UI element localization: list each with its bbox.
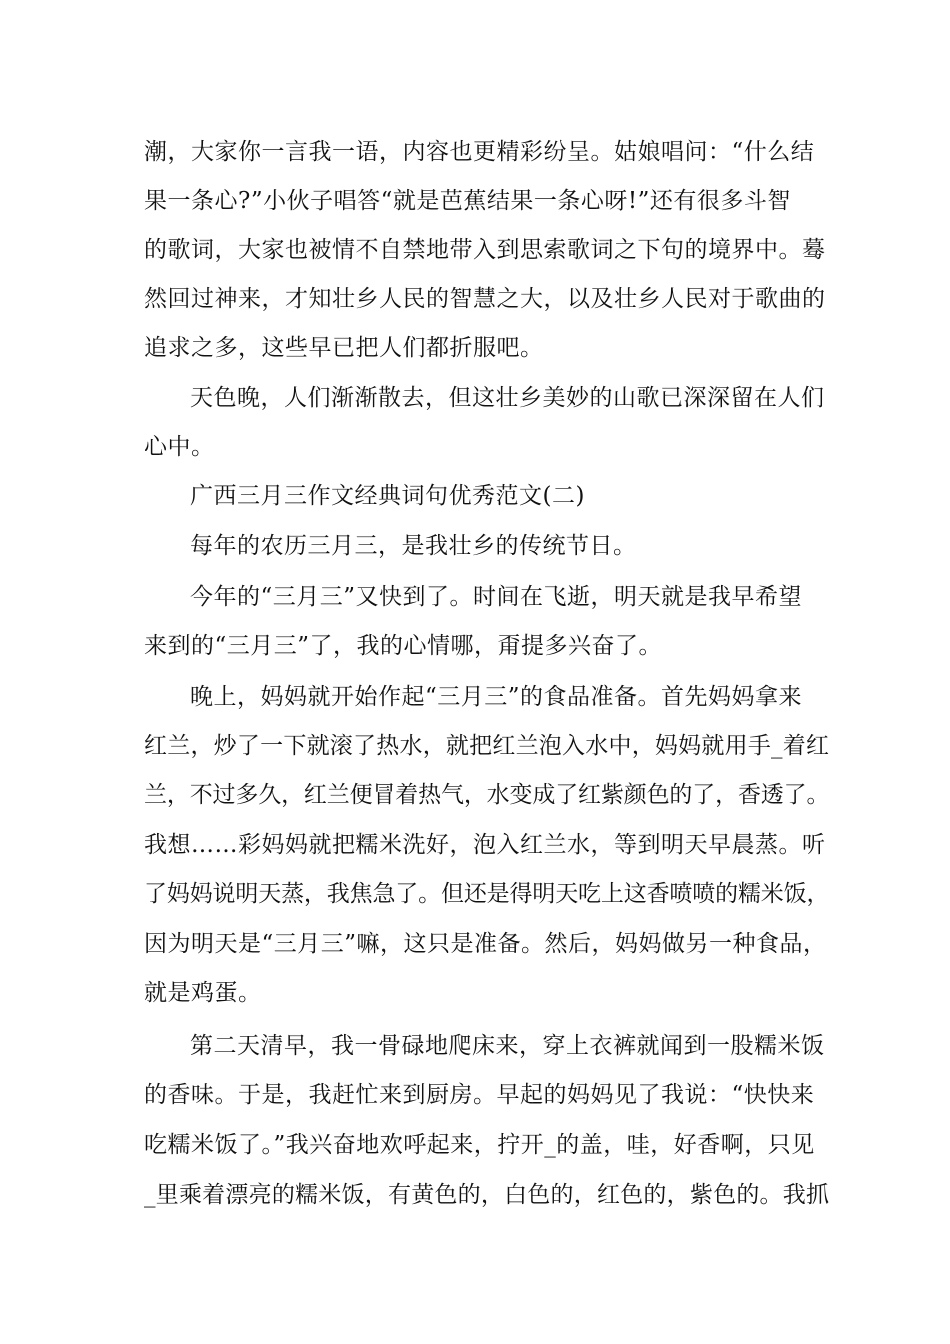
text-line: 我想……彩妈妈就把糯米洗好，泡入红兰水，等到明天早晨蒸。听 (144, 832, 826, 858)
text-line: 然回过神来，才知壮乡人民的智慧之大，以及壮乡人民对于歌曲的 (144, 286, 826, 312)
paragraph-first-line: 第二天清早，我一骨碌地爬床来，穿上衣裤就闻到一股糯米饭 (190, 1033, 825, 1059)
text-line: 就是鸡蛋。 (144, 980, 262, 1006)
text-line: 潮，大家你一言我一语，内容也更精彩纷呈。姑娘唱问：“什么结 (144, 139, 815, 165)
text-line: 果一条心?”小伙子唱答“就是芭蕉结果一条心呀!”还有很多斗智 (144, 188, 791, 214)
paragraph-first-line: 今年的“三月三”又快到了。时间在飞逝，明天就是我早希望 (190, 584, 803, 610)
paragraph-first-line: 每年的农历三月三，是我壮乡的传统节日。 (190, 533, 637, 559)
text-line: 兰，不过多久，红兰便冒着热气，水变成了红紫颜色的了，香透了。 (144, 782, 830, 808)
text-line: 心中。 (144, 434, 215, 460)
text-line: 吃糯米饭了。”我兴奋地欢呼起来，拧开_的盖，哇，好香啊，只见 (144, 1132, 815, 1158)
text-line: 因为明天是“三月三”嘛，这只是准备。然后，妈妈做另一种食品， (144, 931, 827, 957)
text-line: 了妈妈说明天蒸，我焦急了。但还是得明天吃上这香喷喷的糯米饭， (144, 881, 830, 907)
paragraph-first-line: 晚上，妈妈就开始作起“三月三”的食品准备。首先妈妈拿来 (190, 684, 803, 710)
text-line: 追求之多，这些早已把人们都折服吧。 (144, 335, 544, 361)
section-heading: 广西三月三作文经典词句优秀范文(二) (190, 483, 585, 509)
text-line: 的香味。于是，我赶忙来到厨房。早起的妈妈见了我说：“快快来 (144, 1082, 815, 1108)
text-line: 的歌词，大家也被情不自禁地带入到思索歌词之下句的境界中。蓦 (144, 237, 826, 263)
text-line: 来到的“三月三”了，我的心情哪，甭提多兴奋了。 (144, 633, 663, 659)
text-line: 红兰，炒了一下就滚了热水，就把红兰泡入水中，妈妈就用手_着红 (144, 733, 830, 759)
text-line: _里乘着漂亮的糯米饭，有黄色的，白色的，红色的，紫色的。我抓 (144, 1182, 830, 1208)
paragraph-first-line: 天色晚，人们渐渐散去，但这壮乡美妙的山歌已深深留在人们 (190, 385, 825, 411)
